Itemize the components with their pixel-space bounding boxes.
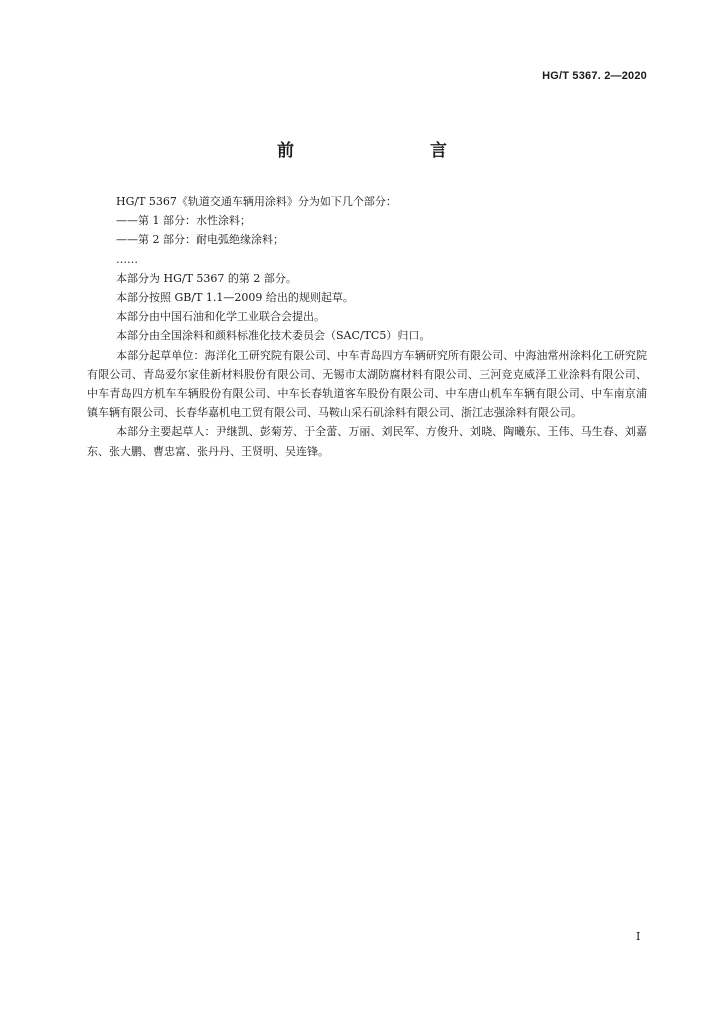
- text-line: HG/T 5367《轨道交通车辆用涂料》分为如下几个部分：: [116, 195, 397, 208]
- page-title: 前 言: [277, 141, 481, 161]
- text-line: 本部分由中国石油和化学工业联合会提出。: [116, 310, 325, 324]
- standard-code: HG/T 5367. 2—2020: [542, 70, 647, 82]
- drafters-paragraph: 本部分主要起草人：尹继凯、彭菊芳、于全蕾、万丽、刘民军、方俊升、刘晓、陶曦东、王伟、马生春、刘嘉东、张大鹏、曹忠富、张丹丹、王贤明、吴连锋。: [87, 425, 647, 458]
- text-line: ……: [116, 252, 138, 266]
- text-line: 本部分由全国涂料和颜料标准化技术委员会（SAC/TC5）归口。: [116, 329, 431, 343]
- drafting-units-paragraph: 本部分起草单位：海洋化工研究院有限公司、中车青岛四方车辆研究所有限公司、中海油常州涂料化工研究院有限公司、青岛爱尔家佳新材料股份有限公司、无锡市太湖防腐材料有限公司、三河竞克威泽工业涂料有限公司、中车青岛四方机车车辆股份有限公司、中车长春轨道客车股份有限公司、中车唐山机车车辆有限公司、中车南京浦镇车辆有限公司、长春华嘉机电工贸有限公司、马鞍山采石矶涂料有限公司、浙江志强涂料有限公司。: [87, 348, 647, 420]
- text-line: ——第 1 部分：水性涂料；: [116, 214, 251, 228]
- foreword-body: [87, 192, 647, 461]
- text-line: 本部分按照 GB/T 1.1—2009 给出的规则起草。: [116, 291, 354, 305]
- text-line: ——第 2 部分：耐电弧绝缘涂料；: [116, 233, 284, 247]
- page-number: I: [636, 930, 641, 943]
- text-line: 本部分为 HG/T 5367 的第 2 部分。: [116, 271, 297, 285]
